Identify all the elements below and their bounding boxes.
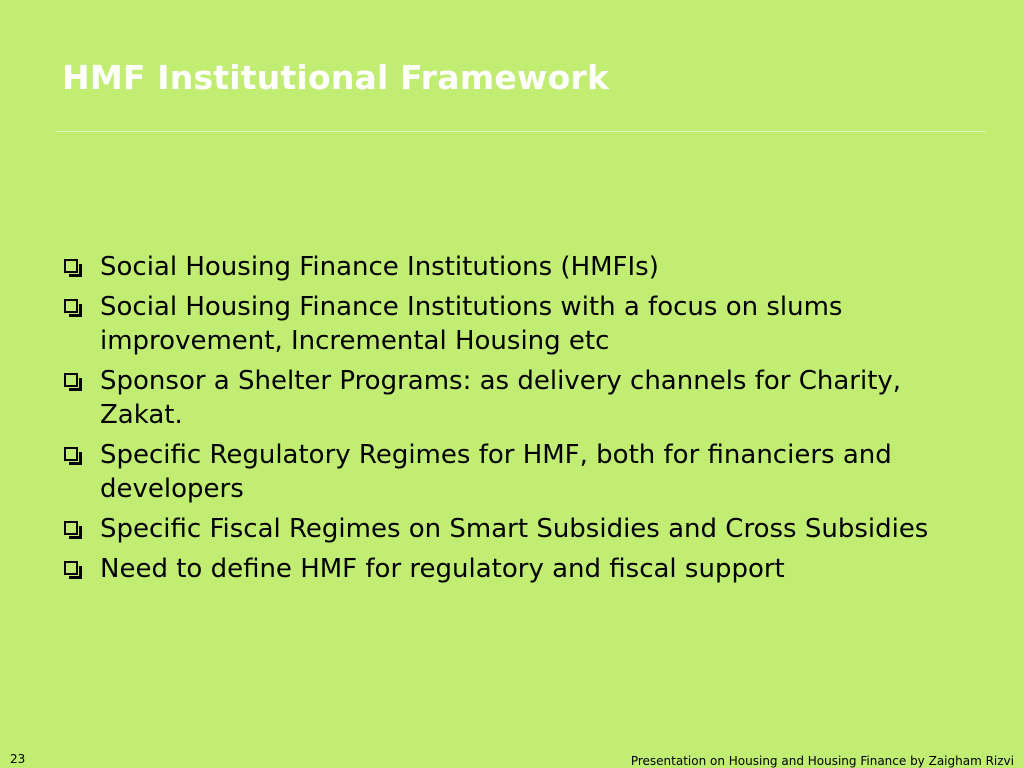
- bullet-item: [62, 290, 962, 358]
- bullet-text: Social Housing Finance Institutions (HMFIs): [100, 252, 659, 282]
- checkbox-bullet-icon: [64, 259, 78, 273]
- bullet-item: [62, 250, 962, 284]
- page-number: 23: [10, 752, 26, 766]
- bullet-list: [62, 250, 962, 592]
- bullet-item: [62, 552, 962, 586]
- title-divider: [56, 131, 986, 132]
- footer-credit: Presentation on Housing and Housing Finance by Zaigham Rizvi: [630, 754, 1014, 768]
- bullet-text: Specific Fiscal Regimes on Smart Subsidies and Cross Subsidies: [100, 514, 929, 544]
- checkbox-bullet-icon: [64, 561, 78, 575]
- checkbox-bullet-icon: [64, 299, 78, 313]
- checkbox-bullet-icon: [64, 373, 78, 387]
- bullet-text: Social Housing Finance Institutions with a focus on slums improvement, Incremental Housing etc: [100, 292, 843, 356]
- bullet-text: Specific Regulatory Regimes for HMF, both for financiers and developers: [100, 440, 892, 504]
- slide-title: HMF Institutional Framework: [62, 58, 610, 97]
- bullet-text: Need to define HMF for regulatory and fiscal support: [100, 554, 785, 584]
- bullet-item: [62, 512, 962, 546]
- bullet-item: [62, 438, 962, 506]
- checkbox-bullet-icon: [64, 521, 78, 535]
- bullet-text: Sponsor a Shelter Programs: as delivery channels for Charity, Zakat.: [100, 366, 902, 430]
- bullet-item: [62, 364, 962, 432]
- checkbox-bullet-icon: [64, 447, 78, 461]
